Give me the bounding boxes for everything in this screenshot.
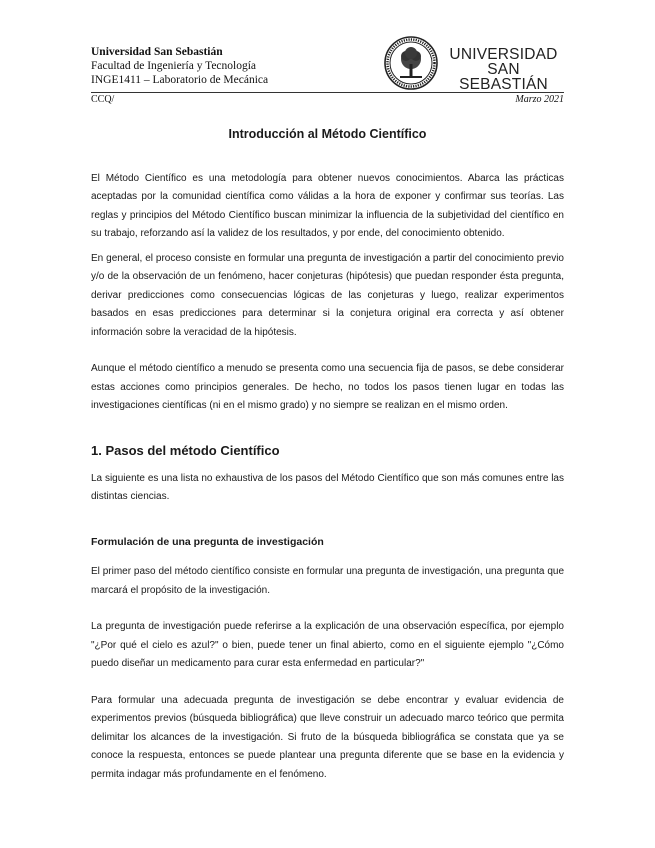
subsection-paragraph-3: Para formular una adecuada pregunta de investigación se debe encontrar y evaluar evidencia de experimentos previos (búsqueda bibliográfica) que lleve construir un adecuado marco teórico que permita delimitar los alcances de la investigación. Si fruto de la búsqueda bibliográfica se constata que ya se conoce la respuesta, entonces se puede plantear una pregunta diferente que se base en la evidencia y permita indagar más profundamente en el fenómeno. [91, 694, 564, 780]
logo-line-1: UNIVERSIDAD [449, 46, 558, 63]
intro-paragraph-1: El Método Científico es una metodología para obtener nuevos conocimientos. Abarca las prácticas aceptadas por la comunidad científica como válidas a la hora de exponer y confirmar sus teorías. Las reglas y principios del Método Científico buscan minimizar la influencia de la subjetividad del científico en su trabajo, reforzando así la validez de los resultados, y por ende, del conocimiento obtenido. [91, 172, 564, 239]
subsection-paragraph-1: El primer paso del método científico consiste en formular una pregunta de investigación, una pregunta que marcará el propósito de la investigación. [91, 566, 564, 596]
section-paragraph: La siguiente es una lista no exhaustiva de los pasos del Método Científico que son más comunes entre las distintas ciencias. [91, 472, 564, 502]
logo-line-2: SAN SEBASTIÁN [459, 61, 548, 93]
university-seal-icon [384, 36, 438, 90]
document-body [91, 122, 564, 784]
course-name: INGE1411 – Laboratorio de Mecánica [91, 74, 269, 86]
faculty-name: Facultad de Ingeniería y Tecnología [91, 60, 257, 72]
institution-name: Universidad San Sebastián [91, 46, 223, 58]
header-left [91, 45, 268, 87]
section-heading: 1. Pasos del método Científico [91, 442, 280, 458]
document-code: CCQ/ [91, 94, 115, 105]
intro-paragraph-3: Aunque el método científico a menudo se presenta como una secuencia fija de pasos, se debe considerar estas acciones como principios generales. De hecho, no todos los pasos tienen lugar en todas las investigaciones científicas (ni en el mismo grado) y no siempre se realizan en el mismo orden. [91, 363, 564, 411]
intro-paragraph-2: En general, el proceso consiste en formular una pregunta de investigación a partir del conocimiento previo y/o de la observación de un fenómeno, hacer conjeturas (hipótesis) que puedan responder ésta pregunta, derivar predicciones como consecuencias lógicas de las conjeturas y luego, realizar experimentos basados en esas predicciones para determinar si la conjetura original era correcta y así obtener información sobre la veracidad de la hipótesis. [91, 252, 564, 338]
subsection-heading: Formulación de una pregunta de investigación [91, 535, 324, 548]
document-date: Marzo 2021 [515, 94, 564, 105]
header-divider [91, 92, 564, 93]
document-title: Introducción al Método Científico [228, 127, 427, 141]
university-logo-text [441, 47, 566, 92]
subsection-paragraph-2: La pregunta de investigación puede referirse a la explicación de una observación específica, por ejemplo "¿Por qué el cielo es azul?" o bien, puede tener un final abierto, como en el siguiente ejemplo "¿Cómo puedo diseñar un medicamento para curar esta enfermedad en particular?" [91, 621, 564, 669]
